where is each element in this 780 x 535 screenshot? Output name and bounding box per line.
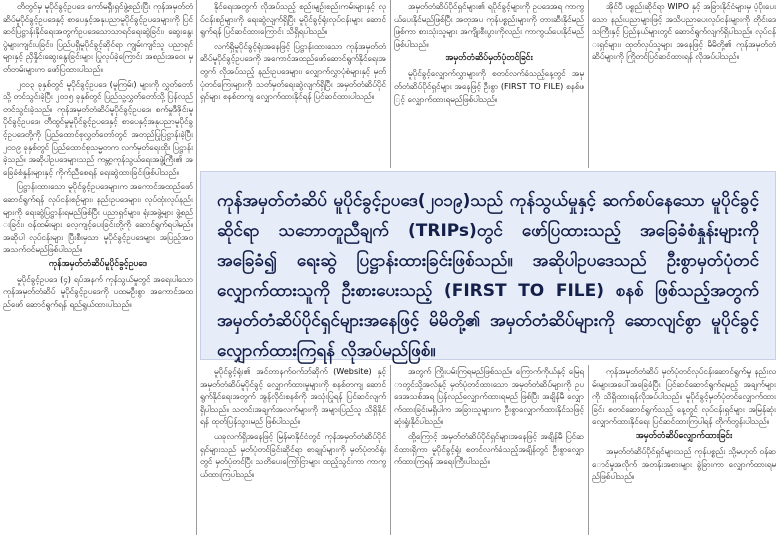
col1-paragraph-1: တိတွင်မှ မူပိုင်ခွင့်ဥပဒေ ကော်မရှီးရှင်ဖွဲ့စည်းပြီး ကုန်အမှတ်တံဆိပ်မူပိုင်ခွင့်ဥပဒေနှင့် စာပေနှင့်အနုပညာမူပိုင်ခွင့်ဥပဒေများကို ပြင်ဆင်ပြဋ္ဌာန်းနိုင်ရေးအတွက်ဥပဒေသောသာရင်ရေးဆွဲခြင်း၊ ဆွေးနွေးပွဲများကျင်းပခြင်း၊ ပြည်ပရှိမူပိုင်ခွင့်ဆိုင်ရာ ကျွမ်းကျင်သူ ပညာရှင်များနှင့် ညှိနှိုင်းဆွေးနွေးခြင်းများ ပြုလုပ်ခဲ့ကြောင်း အစည်းအဝေး မှတ်တမ်းများက ဖော်ပြထားပါသည်။ [3, 1, 193, 74]
column-2-top [200, 0, 386, 165]
col1-subheading: ကုန်အမှတ်တံဆိပ်မူပိုင်ခွင့်ဥပဒေ [48, 258, 148, 269]
pull-quote-text: ကုန်အမှတ်တံဆိပ် မူပိုင်ခွင့်ဥပဒေ(၂၀၁၉)သည် ကုန်သွယ်မှုနှင့် ဆက်စပ်နေသော မူပိုင်ခွင့်ဆိုင်ရာ သဘောတူညီချက် (TRIPs)တွင် ဖော်ပြထားသည့် အခြေခံစံနှုန်းများကို အခြေခံ၍ ရေးဆွဲ ပြဋ္ဌာန်းထားခြင်းဖြစ်သည်။ အဆိုပါဥပဒေသည် ဦးစွာမှတ်ပုံတင်လျှောက်ထားသူကို ဦးစားပေးသည့် (FIRST TO FILE) စနစ် ဖြစ်သည့်အတွက် အမှတ်တံဆိပ်ပိုင်ရှင်များအနေဖြင့် မိမိတို့၏ အမှတ်တံဆိပ်များကို ဆောလျင်စွာ မူပိုင်ခွင့်လျှောက်ထားကြရန် လိုအပ်မည်ဖြစ်။ [217, 191, 759, 361]
col2-bottom-paragraph-1: မူပိုင်ခွင့်ရုံး၏ အင်တာနက်ဝက်ဘ်ဆိုက် (Website) နှင့် အမှတ်တံဆိပ်မူပိုင်ခွင့် လျှောက်ထားမှုများကို စနစ်တကျ ဆောင်ရွက်နိုင်ရေးအတွက် အွန်လိုင်းစနစ်ကို အသုံးပြုရန် ပြင်ဆင်လျက်ရှိပါသည်။ သတင်းအချက်အလက်များကို အများပြည်သူ သိရှိနိုင်ရန် ထုတ်ပြန်သွားမည် ဖြစ်ပါသည်။ [200, 366, 386, 427]
column-4-bottom [592, 365, 776, 535]
col4-paragraph-1: အိုင်ပီ ပစ္စည်းဆိုင်ရာ WIPO နှင့် အခြားနိုင်ငံများမှ ပံ့ပိုးပေးသော နည်းပညာများဖြင့် အသိပညာပေးလုပ်ငန်းများကို တိုင်းဒေသကြီးနှင့် ပြည်နယ်များတွင် ဆောင်ရွက်လျက်ရှိပါသည်။ လုပ်ငန်းရှင်များ၊ ထုတ်လုပ်သူများ အနေဖြင့် မိမိတို့၏ ကုန်အမှတ်တံဆိပ်များကို ကြိုတင်ပြင်ဆင်ထားရန် လိုအပ်ပါသည်။ [592, 1, 776, 62]
column-rule [390, 365, 391, 535]
column-2-bottom [200, 365, 386, 535]
col2-bottom-paragraph-2: ယခုလက်ရှိအနေဖြင့် မြန်မာနိုင်ငံတွင် ကုန်အမှတ်တံဆိပ်ပိုင်ရှင်များသည် မှတ်ပုံတင်ခြင်းဆိုင်ရာ စာချုပ်များကို မှတ်ပုံတင်ရုံးတွင် မှတ်ပုံတင်ပြီး သတိပေးကြော်ငြာများ ထည့်သွင်းကာ ကာကွယ်ထားကြပါသည်။ [200, 430, 386, 479]
column-rule [390, 0, 391, 168]
col4-subheading: အမှတ်တံဆိပ်လျှောက်ထားခြင်း [635, 430, 733, 441]
col1-paragraph-2: ၂၀၁၃ ခုနှစ်တွင် မူပိုင်ခွင့်ဥပဒေ (မူကြမ်း) များကို လွှတ်တော်သို့ တင်သွင်းခဲ့ပြီး ၂၀၁၅ ခုနှစ်တွင် ပြည်သူ့လွှတ်တော်သို့ ပြန်လည်တင်သွင်းခဲ့သည်။ ကုန်အမှတ်တံဆိပ်မူပိုင်ခွင့်ဥပဒေ၊ စက်မှုဒီဇိုင်းမူပိုင်ခွင့်ဥပဒေ၊ တီထွင်မှုမူပိုင်ခွင့်ဥပဒေနှင့် စာပေနှင့်အနုပညာမူပိုင်ခွင့်ဥပဒေတို့ကို ပြည်ထောင်စုလွှတ်တော်တွင် အတည်ပြုပြဋ္ဌာန်းခဲ့ပြီး ၂၀၁၉ ခုနှစ်တွင် ပြည်ထောင်စုသမ္မတက လက်မှတ်ရေးထိုး ပြဋ္ဌာန်းခဲ့သည်။ အဆိုပါဥပဒေများသည် ကမ္ဘာ့ကုန်သွယ်ရေးအဖွဲ့ကြီး၏ အခြေခံစံနှုန်းများနှင့် ကိုက်ညီစေရန် ရေးဆွဲထားခြင်းဖြစ်ပါသည်။ [3, 78, 193, 177]
col4-bottom-paragraph-1: ကုန်အမှတ်တံဆိပ် မှတ်ပုံတင်လုပ်ငန်းဆောင်ရွက်မှု နည်းလမ်းများအပေါ်အခြေခံပြီး ပြင်ဆင်ဆောင်ရွက်ရမည့် အချက်များကို သိရှိထားရန်လိုအပ်ပါသည်။ မူပိုင်ခွင့်မှတ်ပုံတင်လျှောက်ထားခြင်း စတင်ဆောင်ရွက်သည့် နေ့တွင် လုပ်ငန်းရှင်များ အမြန်ဆုံး လျှောက်ထားနိုင်ရေး ပြင်ဆင်ထားကြပါရန် တိုက်တွန်းပါသည်။ [592, 366, 776, 427]
col2-paragraph-2: လက်ရှိမူပိုင်ခွင့်ရုံးအနေဖြင့် ပြဋ္ဌာန်းထားသော ကုန်အမှတ်တံဆိပ်မူပိုင်ခွင့်ဥပဒေကို အကောင်အထည်ဖော်ဆောင်ရွက်နိုင်ရေးအတွက် လိုအပ်သည့် နည်းဥပဒေများ၊ လျှောက်လွှာပုံစံများနှင့် မှတ်ပုံတင်ကြေးများကို သတ်မှတ်ရေးဆွဲလျက်ရှိပြီး အမှတ်တံဆိပ်ပိုင်ရှင်များ စနစ်တကျ လျှောက်ထားနိုင်ရန် ပြင်ဆင်ထားပါသည်။ [200, 40, 386, 102]
col3-paragraph-1: အမှတ်တံဆိပ်ပိုင်ရှင်များ၏ ရပိုင်ခွင့်များကို ဥပဒေအရ ကာကွယ်ပေးနိုင်မည်ဖြစ်ပြီး အတုအပ ကုန်ပစ္စည်းများကို တားဆီးနိုင်မည်ဖြစ်ကာ စားသုံးသူများ အကျိုးစီးပွားကိုလည်း ကာကွယ်ပေးနိုင်မည် ဖြစ်ပါသည်။ [394, 1, 584, 49]
col3-subheading: အမှတ်တံဆိပ်မှတ်ပုံတင်ခြင်း [445, 53, 533, 64]
column-rule [588, 365, 589, 535]
column-rule [588, 0, 589, 168]
column-3-bottom [394, 365, 584, 535]
col2-paragraph-1: နိုင်ရေးအတွက် လိုအပ်သည့် စည်းမျဉ်းစည်းကမ်းများနှင့် လုပ်ငန်းစဉ်များကို ရေးဆွဲလျက်ရှိပြီး မူပိုင်ခွင့်ရုံးလုပ်ငန်းများ ဆောင်ရွက်ရန် ပြင်ဆင်ထားကြောင်း သိရှိရပါသည်။ [200, 1, 386, 37]
column-4-top [592, 0, 776, 165]
column-1 [3, 0, 193, 535]
col3-paragraph-2: မူပိုင်ခွင့်လျှောက်လွှာများကို စတင်လက်ခံသည့်နေ့တွင် အမှတ်တံဆိပ်ပိုင်ရှင်များ အနေဖြင့် ဦးစွာ (FIRST TO FILE) စနစ်ဖြင့် လျှောက်ထားရမည်ဖြစ်ပါသည်။ [394, 68, 584, 104]
col4-bottom-paragraph-2: အမှတ်တံဆိပ်ပိုင်ရှင်များသည် ကုန်ပစ္စည်း သို့မဟုတ် ဝန်ဆောင်မှုအလိုက် အတန်းအစားများ ခွဲခြားကာ လျှောက်ထားရမည်ဖြစ်ပါသည်။ [592, 445, 776, 482]
column-3-top [394, 0, 584, 165]
pull-quote-box [200, 171, 776, 360]
col1-paragraph-4: မူပိုင်ခွင့်ဥပဒေ (၄) ရပ်အနက် ကုန်သွယ်မှုတွင် အရေးပါသော ကုန်အမှတ်တံဆိပ် မူပိုင်ခွင့်ဥပဒေကို ပထမဦးစွာ အကောင်အထည်ဖော် ဆောင်ရွက်ရန် ရည်ရွယ်ထားပါသည်။ [3, 273, 193, 310]
col3-bottom-paragraph-2: ထို့ကြောင့် အမှတ်တံဆိပ်ပိုင်ရှင်များအနေဖြင့် အချိန်မီ ပြင်ဆင်ထားရှိကာ မူပိုင်ခွင့်ရုံး စတင်လက်ခံသည့်အချိန်တွင် ဦးစွာလျှောက်ထားကြရန် အရေးကြီးပါသည်။ [394, 430, 584, 467]
col3-bottom-paragraph-1: အတွက် ကြိုးပမ်းကြရမည်ဖြစ်သည်။ ကြောက်ကိုယ်နှင့် မြေရာတွင်သို့အလ်နှင့် မှတ်ပုံတင်ထားသော အမှတ်တံဆိပ်များကို ဥပဒေအသစ်အရ ပြန်လည်လျှောက်ထားရမည် ဖြစ်ပြီး အချိန်မီ လျှောက်ထားခြင်းမရှိပါက အခြားသူများက ဦးစွာလျှောက်ထားနိုင်သဖြင့် ဆုံးရှုံးနိုင်ပါသည်။ [394, 366, 584, 427]
col1-paragraph-3: ပြဋ္ဌာန်းထားသော မူပိုင်ခွင့်ဥပဒေများက အကောင်အထည်ဖော်ဆောင်ရွက်ရန် လုပ်ငန်းစဉ်များ၊ နည်းဥပဒေများ၊ လုပ်ထုံးလုပ်နည်းများကို ရေးဆွဲပြဋ္ဌာန်းရမည်ဖြစ်ပြီး ပညာရှင်များ၊ ရုံးအဖွဲ့များ ဖွဲ့စည်းခြင်း၊ ဝန်ထမ်းများ လေ့ကျင့်ပေးခြင်းတို့ကို ဆောင်ရွက်ရပါမည်။ အဆိုပါ လုပ်ငန်းများ ပြီးစီးမှသာ မူပိုင်ခွင့်ဥပဒေများ အပြည့်အဝ အသက်ဝင်မည်ဖြစ်ပါသည်။ [3, 181, 193, 255]
column-rule [196, 0, 197, 535]
